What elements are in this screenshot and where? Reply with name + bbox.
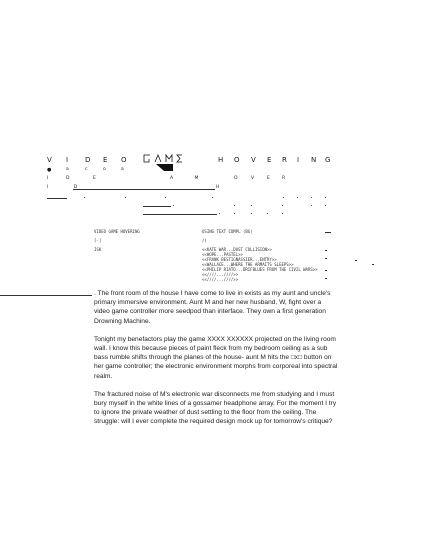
rule bbox=[325, 258, 327, 259]
schedule-left-label: VIDEO GAME HOVERING bbox=[94, 229, 140, 234]
schedule-right-sub: /) bbox=[202, 238, 207, 243]
header-letter: G bbox=[325, 156, 331, 164]
header-letter: H bbox=[218, 156, 224, 164]
schedule-line: <<////...////>> bbox=[202, 277, 239, 282]
dot bbox=[251, 213, 252, 214]
paragraph: The fractured noise of M's electronic war disconnects me from studying and I must bury myself in the white lines of a gossamer headphone array. For the moment I try to ignore the private weather of dust settling to the floor from the ceiling. The struggle: will I ever complete the required design mock up for tomorrow's critique? bbox=[94, 390, 337, 426]
paragraph: Tonight my benefactors play the game XXXX XXXXXX projected on the living room wall. I know this because pieces of paint fleck from my bedroom ceiling as a sub bass rumble shifts through the planes of the house- aunt M hits the □x□ button on her game controller; the electronic environment morphs from corporeal into spectral realm. bbox=[94, 335, 338, 380]
rule bbox=[73, 189, 215, 190]
schedule-right-label: USING TEXT COMPL (BG) bbox=[202, 229, 253, 234]
header-letter: O bbox=[121, 156, 127, 164]
header-sub: a bbox=[121, 167, 124, 172]
header-sub: I bbox=[47, 176, 49, 181]
header-sub: E bbox=[267, 176, 270, 181]
dot bbox=[311, 197, 312, 198]
header-letter: D bbox=[85, 156, 91, 164]
header-letter: E bbox=[267, 156, 272, 164]
schedule-line: <<HOPE...PASTEL>> bbox=[202, 252, 243, 257]
game-logotype-graphic bbox=[142, 152, 194, 174]
header-sub: c bbox=[85, 167, 88, 172]
game-logotype bbox=[142, 152, 194, 174]
dot bbox=[283, 197, 284, 198]
schedule-line: <<WALLACE...WHERE THE ARMAITS SLEEPS>> bbox=[202, 262, 294, 267]
dot bbox=[325, 197, 326, 198]
dot bbox=[267, 213, 268, 214]
header-letter: N bbox=[311, 156, 317, 164]
dot bbox=[282, 213, 283, 214]
dot bbox=[251, 205, 252, 206]
schedule-line: <<////...////>> bbox=[202, 272, 239, 277]
dot bbox=[325, 205, 326, 206]
paragraph: . The front room of the house I have come to live in exists as my aunt and uncle's primary immersive environment. Aunt M and her new husband, W, fight over a video game controller more seedpod than interface. They own a first generation Drowning Machine. bbox=[94, 290, 331, 325]
dot bbox=[173, 205, 174, 206]
header-sub: A M bbox=[170, 176, 209, 181]
rule bbox=[325, 250, 327, 251]
lead-rule bbox=[0, 295, 92, 296]
dot bbox=[125, 197, 126, 198]
dot bbox=[165, 197, 166, 198]
header-sub: E bbox=[93, 176, 96, 181]
dot bbox=[297, 197, 298, 198]
header-sub: H bbox=[216, 185, 220, 190]
dot bbox=[234, 213, 235, 214]
schedule-left-sub: [-] bbox=[94, 238, 102, 243]
rule bbox=[355, 260, 357, 261]
header-letter: E bbox=[103, 156, 108, 164]
header-sub: o bbox=[103, 167, 106, 172]
schedule-line: <<PHILIP RIATO...DRIFBLUES FROM THE CIVIL WARS>> bbox=[202, 267, 318, 272]
header-letter: R bbox=[282, 156, 287, 164]
header-letter: I bbox=[297, 156, 300, 164]
header-letter: I bbox=[66, 156, 69, 164]
rule bbox=[325, 270, 327, 271]
header-sub: ● bbox=[47, 167, 52, 173]
schedule-line: <<KATE WAR...DUST COLLISION>> bbox=[202, 247, 272, 252]
header-sub: I D bbox=[47, 185, 90, 190]
dot bbox=[212, 197, 213, 198]
header-letter: V bbox=[47, 156, 52, 164]
dot bbox=[282, 205, 283, 206]
dot bbox=[84, 197, 85, 198]
header-sub: R bbox=[282, 176, 286, 181]
header-sub: O bbox=[234, 176, 238, 181]
rule bbox=[325, 278, 327, 279]
header-letter: O bbox=[234, 156, 240, 164]
rule bbox=[372, 264, 374, 265]
schedule-left-sub: ISK bbox=[94, 247, 102, 252]
rule bbox=[325, 232, 331, 233]
header-letter: V bbox=[251, 156, 256, 164]
rule bbox=[47, 198, 67, 199]
game-word bbox=[142, 152, 145, 153]
rule bbox=[143, 206, 171, 207]
body-copy bbox=[94, 289, 338, 436]
header-sub: D bbox=[66, 176, 70, 181]
header-sub: a bbox=[66, 167, 69, 172]
schedule-line: <<FRANK BESTIGNASSIER...ENTRY>> bbox=[202, 257, 277, 262]
dot bbox=[219, 213, 220, 214]
dot bbox=[311, 205, 312, 206]
rule bbox=[143, 214, 217, 215]
header-sub: V bbox=[251, 176, 255, 181]
dot bbox=[234, 205, 235, 206]
